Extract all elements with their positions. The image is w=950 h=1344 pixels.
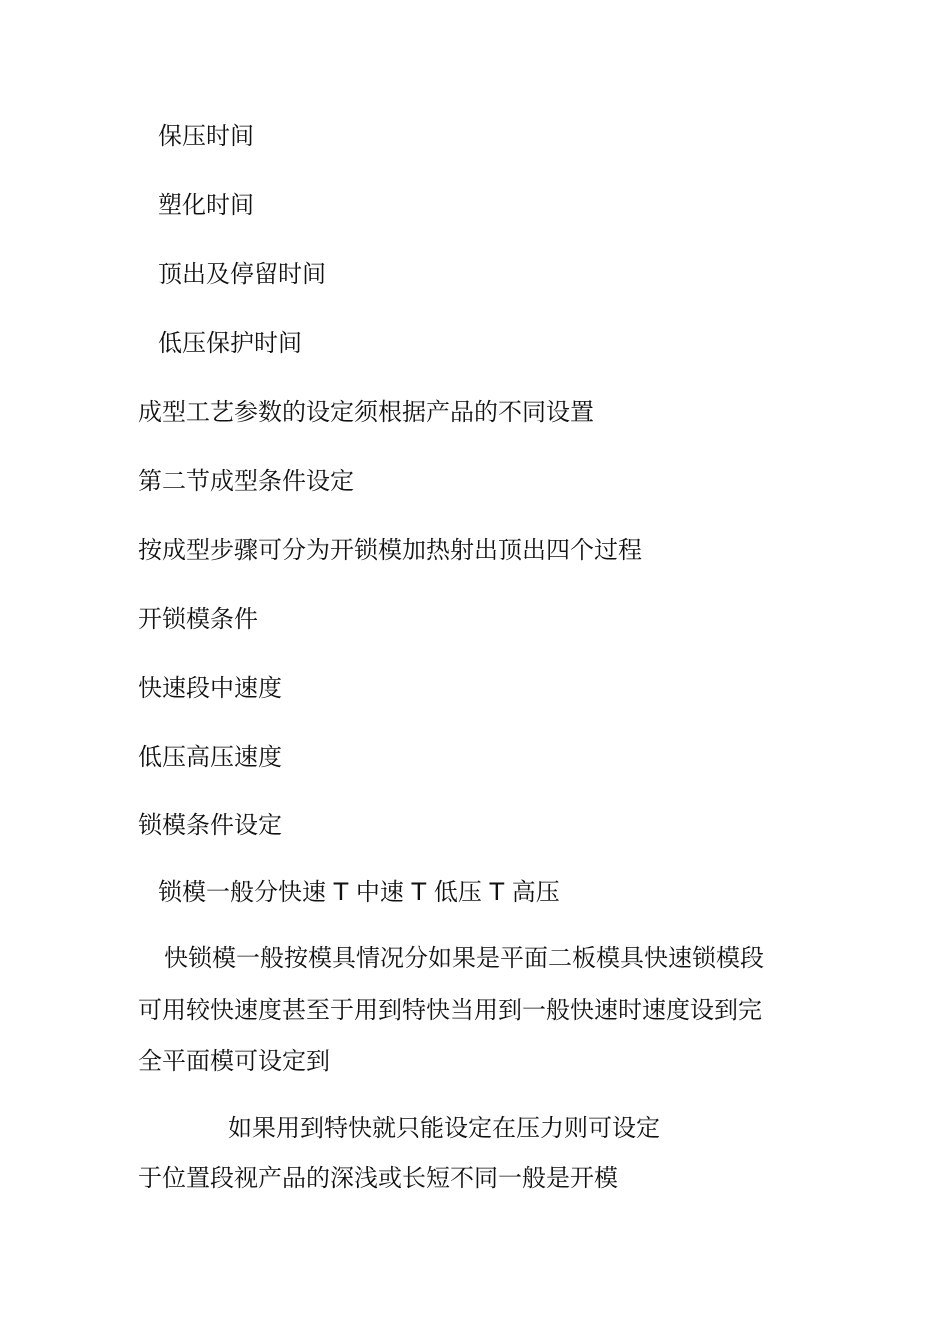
text-line-8: 开锁模条件	[138, 605, 258, 633]
text-line-7: 按成型步骤可分为开锁模加热射出顶出四个过程	[138, 536, 642, 564]
text-line-4: 低压保护时间	[158, 329, 302, 357]
text-line-14: 可用较快速度甚至于用到特快当用到一般快速时速度设到完	[138, 996, 762, 1024]
text-line-5: 成型工艺参数的设定须根据产品的不同设置	[138, 398, 594, 426]
text-line-9: 快速段中速度	[138, 674, 282, 702]
text-line-17: 于位置段视产品的深浅或长短不同一般是开模	[138, 1164, 618, 1192]
text-line-12: 锁模一般分快速 T 中速 T 低压 T 高压	[158, 878, 560, 906]
text-line-13: 快锁模一般按模具情况分如果是平面二板模具快速锁模段	[164, 944, 764, 972]
text-line-11: 锁模条件设定	[138, 811, 282, 839]
text-line-15: 全平面模可设定到	[138, 1047, 330, 1075]
text-line-1: 保压时间	[158, 122, 254, 150]
text-line-2: 塑化时间	[158, 191, 254, 219]
text-line-16: 如果用到特快就只能设定在压力则可设定	[228, 1114, 660, 1142]
text-line-10: 低压高压速度	[138, 743, 282, 771]
section-heading: 第二节成型条件设定	[138, 467, 354, 495]
text-line-3: 顶出及停留时间	[158, 260, 326, 288]
